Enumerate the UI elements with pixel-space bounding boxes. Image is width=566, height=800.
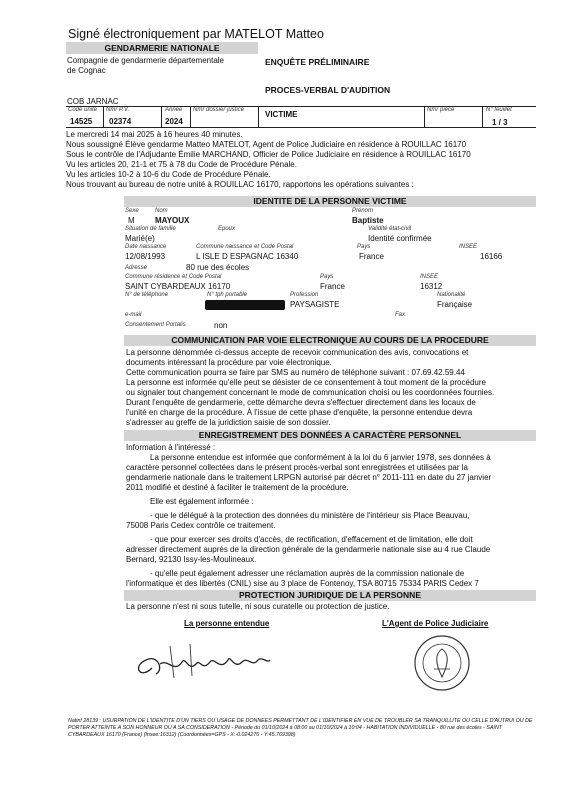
signature-left-label: La personne entendue bbox=[184, 619, 270, 628]
label-feuillet: N° feuillet bbox=[486, 107, 512, 113]
label-tel-portable: N° tph portable bbox=[207, 292, 248, 298]
annee: 2024 bbox=[165, 117, 183, 126]
label-annee: Année bbox=[165, 107, 183, 113]
insee-residence-value: 16312 bbox=[420, 282, 443, 291]
intro-line: Nous trouvant au bureau de notre unité à ROUILLAC 16170, rapportons les opérations suivantes : bbox=[66, 180, 414, 189]
unit-line-2: de Cognac bbox=[67, 66, 106, 75]
communication-line: ou signaler tout changement concernant le mode de communication choisi ou les coordonnées fournies. bbox=[126, 388, 495, 397]
registration-line: - que pour exercer ses droits d'accès, de rectification, d'effacement et de limitation, elle doit bbox=[150, 535, 473, 544]
label-pays-residence: Pays bbox=[320, 274, 334, 280]
intro-text bbox=[66, 130, 546, 190]
label-consentement: Consentement Portalis bbox=[125, 322, 186, 328]
protection-section-title: PROTECTION JURIDIQUE DE LA PERSONNE bbox=[124, 590, 536, 601]
label-date-naissance: Date naissance bbox=[125, 244, 167, 250]
intro-line: Vu les articles 10-2 à 10-6 du Code de Procédure Pénale. bbox=[66, 170, 271, 179]
nmr-pv: 02374 bbox=[109, 117, 132, 126]
registration-line: gendarmerie nationale dans le traitement LRPGN autorisé par décret n° 2011-111 en date du 27 janvier bbox=[126, 473, 492, 482]
identity-section-title: IDENTITE DE LA PERSONNE VICTIME bbox=[124, 196, 536, 207]
situation-value: Marié(e) bbox=[125, 234, 155, 243]
registration-line: - que le délégué à la protection des données du ministère de l'intérieur sis Place Beauvau, bbox=[150, 511, 470, 520]
registration-info: Information à l'intéressé : bbox=[126, 443, 216, 452]
signature-right-label: L'Agent de Police Judiciaire bbox=[382, 619, 489, 628]
unit-line-1: Compagnie de gendarmerie départementale bbox=[67, 56, 224, 65]
registration-p3 bbox=[126, 511, 546, 531]
insee-naissance-value: 16166 bbox=[480, 252, 503, 261]
label-nmr-pv: Nmr P.V. bbox=[106, 107, 130, 113]
label-fax: Fax bbox=[395, 312, 406, 318]
unit-name bbox=[67, 56, 224, 76]
pays-naissance-value: France bbox=[359, 252, 384, 261]
prenom-value: Baptiste bbox=[352, 216, 384, 225]
label-prenom: Prénom bbox=[352, 208, 374, 214]
commune-residence-value: SAINT CYBARDEAUX 16170 bbox=[125, 282, 231, 291]
communication-section-title: COMMUNICATION PAR VOIE ELECTRONIQUE AU COURS DE LA PROCEDURE bbox=[124, 335, 536, 346]
registration-p1 bbox=[126, 453, 546, 493]
registration-line: caractère personnel collectées dans le présent procès-verbal sont enregistrées et utilisées par la bbox=[126, 463, 468, 472]
label-insee: INSEE bbox=[459, 244, 478, 250]
label-dossier: Nmr dossier justice bbox=[193, 107, 245, 113]
profession-value: PAYSAGISTE bbox=[290, 300, 340, 309]
intro-line: Vu les articles 20, 21-1 et 75 à 78 du Code de Procédure Pénale. bbox=[66, 160, 297, 169]
label-email: e-mail bbox=[125, 312, 142, 318]
registration-line: 2011 modifié et destiné à faciliter le traitement de la procédure. bbox=[126, 483, 349, 492]
handwritten-signature bbox=[130, 638, 280, 683]
electronic-signature-line: Signé électroniquement par MATELOT Matteo bbox=[68, 27, 324, 41]
nationalite-value: Française bbox=[437, 300, 473, 309]
intro-line: Sous le contrôle de l'Adjudante Émilie MARCHAND, Officier de Police Judiciaire en résidence à ROUILLAC 16170 bbox=[66, 150, 471, 159]
label-pays: Pays bbox=[357, 244, 371, 250]
consentement-value: non bbox=[214, 321, 228, 330]
nom-value: MAYOUX bbox=[155, 216, 190, 225]
registration-line: 75008 Paris Cedex contrôle ce traitement. bbox=[126, 521, 276, 530]
communication-text bbox=[126, 348, 546, 428]
brigade: COB JARNAC bbox=[67, 97, 119, 106]
label-nationalite: Nationalité bbox=[437, 292, 466, 298]
pv-type: PROCES-VERBAL D'AUDITION bbox=[265, 85, 391, 95]
doc-type: ENQUÊTE PRÉLIMINAIRE bbox=[265, 57, 370, 67]
official-stamp bbox=[412, 633, 472, 693]
registration-line: l'informatique et des libertés (CNIL) sise au 3 place de Fontenoy, TSA 80715 75334 PARIS Cedex 7 bbox=[126, 579, 479, 588]
label-piece: Nmr pièce bbox=[427, 107, 455, 113]
adresse-value: 80 rue des écoles bbox=[186, 263, 250, 272]
label-nom: Nom bbox=[155, 208, 168, 214]
registration-line: - qu'elle peut également adresser une réclamation auprès de la commission nationale de bbox=[150, 569, 465, 578]
gendarmerie-title: GENDARMERIE NATIONALE bbox=[66, 42, 258, 54]
label-adresse: Adresse bbox=[125, 265, 148, 271]
communication-line: Cette communication pourra se faire par SMS au numéro de téléphone suivant : 07.69.42.59.44 bbox=[126, 368, 465, 377]
label-insee-residence: INSEE bbox=[420, 274, 439, 280]
communication-line: s'adresser au greffe de la juridiction saisie de son dossier. bbox=[126, 418, 331, 427]
footer-natinf: Natinf 28139 : USURPATION DE L'IDENTITE D'UN TIERS OU USAGE DE DONNEES PERMETTANT DE L'IDENTIFIER EN VUE DE TROUBLER SA TRANQUILLITE OU CELLE D'AUTRUI OU DE PORTER ATTEINTE A SON HONNEUR OU A SA CONSIDERATION - Période du 01/10/2024 à 08:00 au 01/10/2024 à 10:04 - HABITATION INDIVIDUELLE - 80 rue des écoles - SAINT CYBARDEAUX 16170 (France) (Insee:16312) (Coordonnées=GPS - X:-0.024276 - Y:45.769398) bbox=[68, 718, 533, 738]
communication-line: La personne est informée qu'elle peut se désister de ce consentement à tout moment de la procédure bbox=[126, 378, 486, 387]
label-situation: Situation de famille bbox=[125, 226, 176, 232]
intro-line: Nous soussigné Élève gendarme Matteo MATELOT, Agent de Police Judiciaire en résidence à ROUILLAC 16170 bbox=[66, 140, 467, 149]
validite-value: Identité confirmée bbox=[368, 234, 432, 243]
intro-line: Le mercredi 14 mai 2025 à 16 heures 40 minutes. bbox=[66, 130, 243, 139]
label-telephone: N° de téléphone bbox=[125, 292, 169, 298]
registration-line: adresser directement auprès de la direction générale de la gendarmerie nationale sise au 4 rue Claude bbox=[126, 545, 491, 554]
label-commune-residence: Commune résidence et Code Postal bbox=[125, 274, 222, 280]
sexe-value: M bbox=[128, 216, 135, 225]
registration-p4 bbox=[126, 535, 546, 565]
registration-line: Bernard, 92130 Issy-les-Moulineaux. bbox=[126, 555, 257, 564]
code-unite: 14525 bbox=[70, 117, 93, 126]
communication-line: l'unité en charge de la procédure. À l'issue de cette phase d'enquête, la personne entendue devra bbox=[126, 408, 473, 417]
label-code-unite: Code unité bbox=[68, 107, 98, 113]
registration-line: La personne entendue est informée que conformément à la loi du 6 janvier 1978, ses données à bbox=[150, 453, 491, 462]
label-epoux: Epoux bbox=[218, 226, 236, 232]
label-profession: Profession bbox=[290, 292, 319, 298]
date-naissance-value: 12/08/1993 bbox=[125, 252, 166, 261]
label-commune-naissance: Commune naissance et Code Postal bbox=[196, 244, 294, 250]
protection-text: La personne n'est ni sous tutelle, ni sous curatelle ou protection de justice. bbox=[126, 602, 390, 611]
redacted-phone bbox=[205, 300, 285, 310]
registration-p5 bbox=[126, 569, 546, 589]
registration-p2: Elle est également informée : bbox=[150, 497, 254, 506]
communication-line: La personne dénommée ci-dessus accepte de recevoir communication des avis, convocations et bbox=[126, 348, 469, 357]
commune-naissance-value: L ISLE D ESPAGNAC 16340 bbox=[196, 252, 299, 261]
label-sexe: Sexe bbox=[125, 208, 139, 214]
pays-residence-value: France bbox=[320, 282, 345, 291]
feuillet-value: 1 / 3 bbox=[492, 118, 508, 127]
victime-label: VICTIME bbox=[265, 110, 298, 119]
communication-line: documents intéressant la procédure par voie électronique. bbox=[126, 358, 332, 367]
label-validite: Validité état-civil bbox=[368, 226, 412, 232]
communication-line: Durant l'enquête de gendarmerie, cette démarche devra s'effectuer directement dans les locaux de bbox=[126, 398, 476, 407]
registration-section-title: ENREGISTREMENT DES DONNÉES A CARACTÈRE PERSONNEL bbox=[124, 430, 536, 441]
